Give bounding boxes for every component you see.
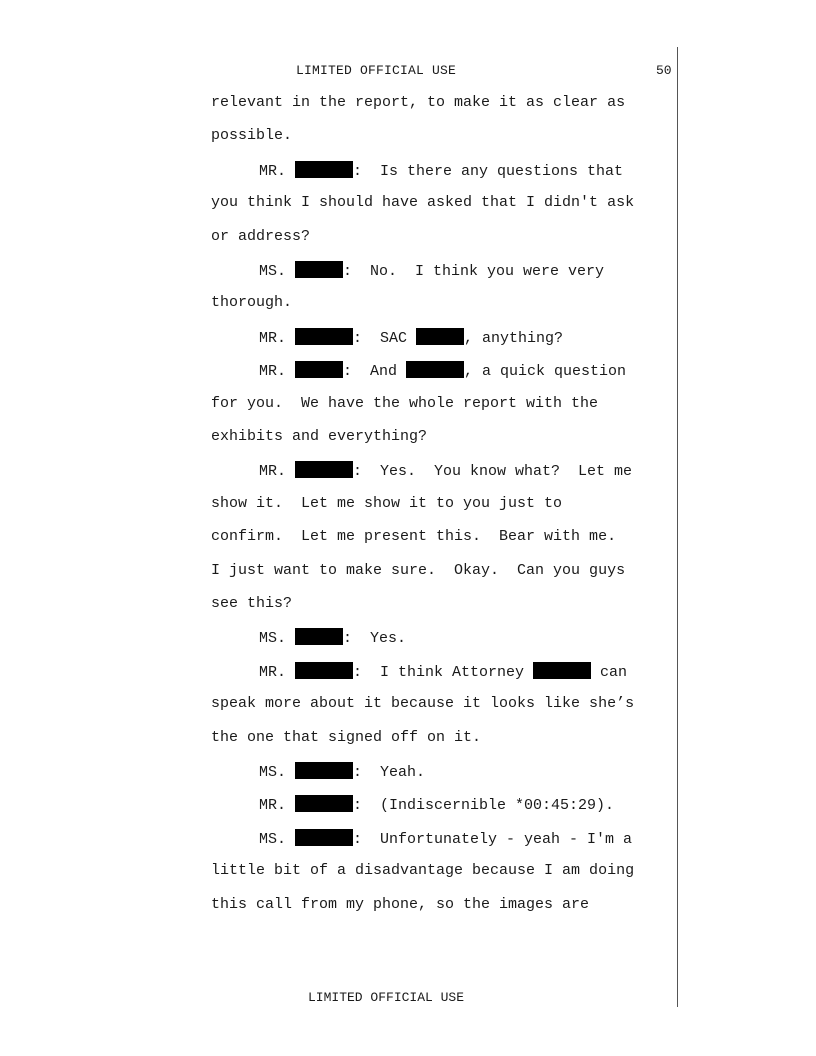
line-text xyxy=(211,896,589,913)
transcript-line xyxy=(0,127,680,147)
line-text xyxy=(211,294,292,311)
text-segment: speak more about it because it looks like she’s xyxy=(211,695,635,712)
line-text xyxy=(211,261,604,280)
line-text xyxy=(211,829,632,848)
text-segment: show it. Let me show it to you just to xyxy=(211,495,563,512)
line-text xyxy=(211,461,632,480)
redaction-block xyxy=(295,461,353,478)
transcript-line xyxy=(0,628,680,648)
transcript-line xyxy=(0,461,680,481)
line-text xyxy=(211,862,634,879)
text-segment: see this? xyxy=(211,595,293,612)
text-segment: you think I should have asked that I didn't ask xyxy=(211,194,635,211)
text-segment: thorough. xyxy=(211,294,293,311)
text-segment: , anything? xyxy=(464,330,564,347)
redaction-block xyxy=(295,328,353,345)
redaction-block xyxy=(295,161,353,178)
text-segment: : No. I think you were very xyxy=(343,263,605,280)
redaction-block xyxy=(295,795,353,812)
text-segment: MR. xyxy=(259,463,296,480)
header-title: LIMITED OFFICIAL USE xyxy=(296,63,457,78)
line-text xyxy=(211,161,623,180)
text-segment: MS. xyxy=(259,831,296,848)
footer-title: LIMITED OFFICIAL USE xyxy=(308,990,465,1005)
text-segment: MS. xyxy=(259,263,296,280)
text-segment: I just want to make sure. Okay. Can you guys xyxy=(211,562,626,579)
text-segment: possible. xyxy=(211,127,293,144)
text-segment: this call from my phone, so the images are xyxy=(211,896,590,913)
transcript-line xyxy=(0,261,680,281)
text-segment: MR. xyxy=(259,664,296,681)
line-text xyxy=(211,127,292,144)
transcript-line xyxy=(0,662,680,682)
line-text xyxy=(211,94,625,111)
redaction-block xyxy=(295,361,343,378)
transcript-line xyxy=(0,795,680,815)
transcript-line xyxy=(0,228,680,248)
transcript-line xyxy=(0,562,680,582)
redaction-block xyxy=(533,662,591,679)
line-text xyxy=(211,395,598,412)
redaction-block xyxy=(406,361,464,378)
transcript-line xyxy=(0,762,680,782)
text-segment: : SAC xyxy=(353,330,417,347)
redaction-block xyxy=(295,261,343,278)
line-text xyxy=(211,695,634,712)
redaction-block xyxy=(295,762,353,779)
transcript-line xyxy=(0,862,680,882)
text-segment: or address? xyxy=(211,228,311,245)
transcript-line xyxy=(0,328,680,348)
line-text xyxy=(211,361,626,380)
line-text xyxy=(211,528,616,545)
text-segment: MS. xyxy=(259,630,296,647)
transcript-line xyxy=(0,361,680,381)
transcript-line xyxy=(0,395,680,415)
transcript-line xyxy=(0,194,680,214)
transcript-line xyxy=(0,528,680,548)
text-segment: , a quick question xyxy=(464,363,627,380)
text-segment: : And xyxy=(343,363,407,380)
text-segment: : Unfortunately - yeah - I'm a xyxy=(353,831,633,848)
line-text xyxy=(211,628,406,647)
transcript-line xyxy=(0,595,680,615)
redaction-block xyxy=(295,662,353,679)
text-segment: confirm. Let me present this. Bear with me. xyxy=(211,528,617,545)
transcript-line xyxy=(0,294,680,314)
transcript-line xyxy=(0,829,680,849)
text-segment: relevant in the report, to make it as clear as xyxy=(211,94,626,111)
text-segment: : I think Attorney xyxy=(353,664,534,681)
text-segment: exhibits and everything? xyxy=(211,428,428,445)
transcript-line xyxy=(0,161,680,181)
line-text xyxy=(211,729,481,746)
text-segment: MR. xyxy=(259,330,296,347)
text-segment: : Yes. You know what? Let me xyxy=(353,463,633,480)
transcript-line xyxy=(0,729,680,749)
line-text xyxy=(211,662,627,681)
line-text xyxy=(211,762,425,781)
redaction-block xyxy=(295,628,343,645)
text-segment: can xyxy=(591,664,628,681)
line-text xyxy=(211,228,310,245)
line-text xyxy=(211,795,614,814)
line-text xyxy=(211,194,634,211)
line-text xyxy=(211,562,625,579)
redaction-block xyxy=(416,328,464,345)
text-segment: for you. We have the whole report with the xyxy=(211,395,599,412)
text-segment: MR. xyxy=(259,363,296,380)
transcript-line xyxy=(0,94,680,114)
text-segment: MR. xyxy=(259,163,296,180)
line-text xyxy=(211,595,292,612)
transcript-line xyxy=(0,495,680,515)
line-text xyxy=(211,328,563,347)
text-segment: : Is there any questions that xyxy=(353,163,624,180)
text-segment: MS. xyxy=(259,764,296,781)
transcript-line xyxy=(0,896,680,916)
text-segment: little bit of a disadvantage because I am doing xyxy=(211,862,635,879)
text-segment: : Yes. xyxy=(343,630,407,647)
text-segment: the one that signed off on it. xyxy=(211,729,482,746)
text-segment: : Yeah. xyxy=(353,764,426,781)
line-text xyxy=(211,428,427,445)
line-text xyxy=(211,495,562,512)
transcript-line xyxy=(0,695,680,715)
redaction-block xyxy=(295,829,353,846)
transcript-line xyxy=(0,428,680,448)
text-segment: MR. xyxy=(259,797,296,814)
text-segment: : (Indiscernible *00:45:29). xyxy=(353,797,615,814)
page-number: 50 xyxy=(656,63,672,78)
